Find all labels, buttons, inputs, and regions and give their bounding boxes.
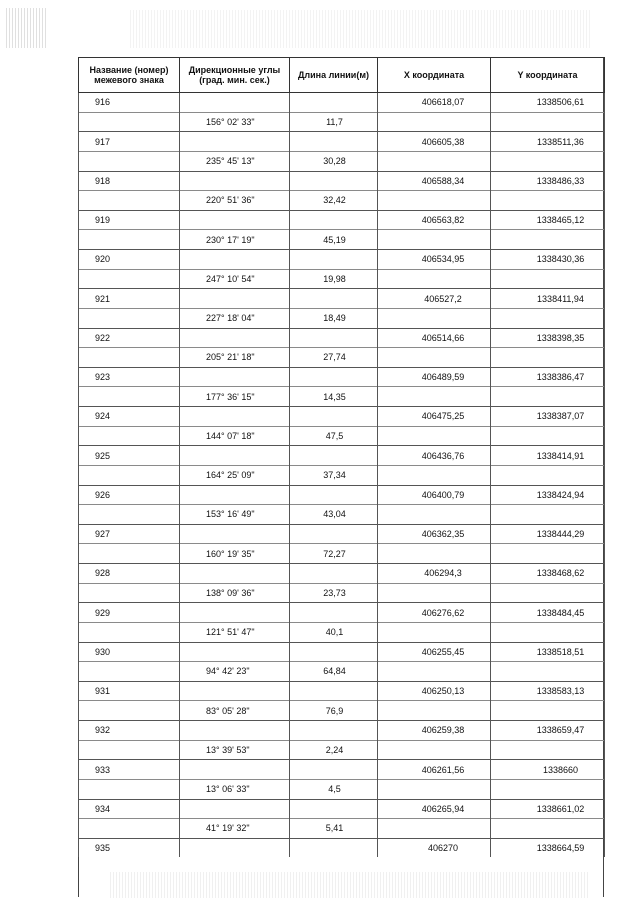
y-coordinate-cell xyxy=(491,662,605,682)
y-coordinate-cell: 1338398,35 xyxy=(491,328,605,348)
angle-cell: 156° 02' 33" xyxy=(180,112,290,132)
scan-noise-top xyxy=(130,10,590,48)
x-coordinate-cell xyxy=(378,505,491,525)
point-id-cell: 922 xyxy=(79,328,180,348)
point-row xyxy=(79,681,605,701)
segment-row xyxy=(79,269,605,289)
y-coordinate-cell: 1338387,07 xyxy=(491,407,605,427)
segment-row xyxy=(79,701,605,721)
length-cell: 18,49 xyxy=(290,308,378,328)
x-coordinate-cell xyxy=(378,465,491,485)
angle-cell xyxy=(180,328,290,348)
length-cell: 30,28 xyxy=(290,151,378,171)
point-row xyxy=(79,328,605,348)
x-coordinate-cell: 406294,3 xyxy=(378,564,491,584)
point-id-cell xyxy=(79,622,180,642)
x-coordinate-cell: 406261,56 xyxy=(378,760,491,780)
angle-cell xyxy=(180,838,290,857)
x-coordinate-cell: 406563,82 xyxy=(378,210,491,230)
x-coordinate-cell: 406514,66 xyxy=(378,328,491,348)
point-id-cell xyxy=(79,387,180,407)
angle-cell xyxy=(180,603,290,623)
point-id-cell: 923 xyxy=(79,367,180,387)
point-id-cell: 921 xyxy=(79,289,180,309)
point-id-cell: 934 xyxy=(79,799,180,819)
y-coordinate-cell: 1338518,51 xyxy=(491,642,605,662)
angle-cell: 227° 18' 04" xyxy=(180,308,290,328)
angle-cell: 144° 07' 18" xyxy=(180,426,290,446)
point-id-cell: 930 xyxy=(79,642,180,662)
y-coordinate-cell xyxy=(491,779,605,799)
point-id-cell xyxy=(79,465,180,485)
length-cell xyxy=(290,446,378,466)
angle-cell xyxy=(180,407,290,427)
x-coordinate-cell xyxy=(378,426,491,446)
point-row xyxy=(79,485,605,505)
y-coordinate-cell xyxy=(491,465,605,485)
angle-cell xyxy=(180,681,290,701)
angle-cell: 153° 16' 49" xyxy=(180,505,290,525)
y-coordinate-cell xyxy=(491,112,605,132)
segment-row xyxy=(79,544,605,564)
x-coordinate-cell: 406259,38 xyxy=(378,721,491,741)
y-coordinate-cell xyxy=(491,622,605,642)
angle-cell xyxy=(180,210,290,230)
point-row xyxy=(79,367,605,387)
point-id-cell: 935 xyxy=(79,838,180,857)
point-id-cell xyxy=(79,308,180,328)
x-coordinate-cell: 406362,35 xyxy=(378,524,491,544)
header-angles: Дирекционные углы (град. мин. сек.) xyxy=(180,58,290,93)
length-cell: 32,42 xyxy=(290,191,378,211)
length-cell xyxy=(290,407,378,427)
point-row xyxy=(79,799,605,819)
point-id-cell xyxy=(79,779,180,799)
angle-cell: 41° 19' 32" xyxy=(180,819,290,839)
angle-cell xyxy=(180,760,290,780)
angle-cell xyxy=(180,642,290,662)
length-cell: 47,5 xyxy=(290,426,378,446)
point-row xyxy=(79,524,605,544)
y-coordinate-cell: 1338468,62 xyxy=(491,564,605,584)
angle-cell xyxy=(180,485,290,505)
point-id-cell xyxy=(79,348,180,368)
angle-cell xyxy=(180,564,290,584)
x-coordinate-cell: 406270 xyxy=(378,838,491,857)
angle-cell: 230° 17' 19" xyxy=(180,230,290,250)
x-coordinate-cell xyxy=(378,151,491,171)
x-coordinate-cell xyxy=(378,348,491,368)
angle-cell xyxy=(180,524,290,544)
length-cell xyxy=(290,93,378,113)
angle-cell xyxy=(180,289,290,309)
y-coordinate-cell xyxy=(491,387,605,407)
point-id-cell xyxy=(79,583,180,603)
y-coordinate-cell: 1338659,47 xyxy=(491,721,605,741)
length-cell: 27,74 xyxy=(290,348,378,368)
angle-cell xyxy=(180,446,290,466)
length-cell xyxy=(290,838,378,857)
y-coordinate-cell: 1338386,47 xyxy=(491,367,605,387)
length-cell xyxy=(290,681,378,701)
segment-row xyxy=(79,779,605,799)
length-cell xyxy=(290,367,378,387)
length-cell xyxy=(290,760,378,780)
point-id-cell xyxy=(79,701,180,721)
length-cell: 23,73 xyxy=(290,583,378,603)
angle-cell: 205° 21' 18" xyxy=(180,348,290,368)
point-id-cell: 932 xyxy=(79,721,180,741)
point-row xyxy=(79,289,605,309)
point-row xyxy=(79,171,605,191)
x-coordinate-cell: 406276,62 xyxy=(378,603,491,623)
length-cell: 14,35 xyxy=(290,387,378,407)
y-coordinate-cell: 1338660 xyxy=(491,760,605,780)
length-cell xyxy=(290,721,378,741)
length-cell: 11,7 xyxy=(290,112,378,132)
point-row xyxy=(79,210,605,230)
point-id-cell: 925 xyxy=(79,446,180,466)
segment-row xyxy=(79,348,605,368)
x-coordinate-cell xyxy=(378,308,491,328)
angle-cell: 177° 36' 15" xyxy=(180,387,290,407)
length-cell xyxy=(290,210,378,230)
angle-cell: 160° 19' 35" xyxy=(180,544,290,564)
angle-cell: 13° 06' 33" xyxy=(180,779,290,799)
angle-cell: 83° 05' 28" xyxy=(180,701,290,721)
length-cell xyxy=(290,250,378,270)
x-coordinate-cell xyxy=(378,583,491,603)
length-cell xyxy=(290,603,378,623)
angle-cell: 164° 25' 09" xyxy=(180,465,290,485)
angle-cell xyxy=(180,367,290,387)
x-coordinate-cell xyxy=(378,269,491,289)
point-id-cell xyxy=(79,740,180,760)
y-coordinate-cell xyxy=(491,426,605,446)
y-coordinate-cell: 1338411,94 xyxy=(491,289,605,309)
x-coordinate-cell: 406618,07 xyxy=(378,93,491,113)
angle-cell: 235° 45' 13" xyxy=(180,151,290,171)
angle-cell xyxy=(180,93,290,113)
header-x: X координата xyxy=(378,58,491,93)
length-cell: 43,04 xyxy=(290,505,378,525)
angle-cell: 13° 39' 53" xyxy=(180,740,290,760)
segment-row xyxy=(79,230,605,250)
point-id-cell xyxy=(79,112,180,132)
point-id-cell: 918 xyxy=(79,171,180,191)
angle-cell: 121° 51' 47" xyxy=(180,622,290,642)
segment-row xyxy=(79,740,605,760)
y-coordinate-cell xyxy=(491,191,605,211)
y-coordinate-cell xyxy=(491,819,605,839)
table-body xyxy=(79,93,605,858)
x-coordinate-cell xyxy=(378,622,491,642)
point-row xyxy=(79,407,605,427)
angle-cell xyxy=(180,132,290,152)
segment-row xyxy=(79,465,605,485)
scan-noise-left xyxy=(6,8,46,48)
segment-row xyxy=(79,819,605,839)
angle-cell: 94° 42' 23" xyxy=(180,662,290,682)
x-coordinate-cell: 406527,2 xyxy=(378,289,491,309)
point-row xyxy=(79,721,605,741)
length-cell: 76,9 xyxy=(290,701,378,721)
x-coordinate-cell: 406475,25 xyxy=(378,407,491,427)
segment-row xyxy=(79,622,605,642)
length-cell: 40,1 xyxy=(290,622,378,642)
angle-cell: 247° 10' 54" xyxy=(180,269,290,289)
header-length: Длина линии(м) xyxy=(290,58,378,93)
header-row xyxy=(79,58,605,93)
point-id-cell xyxy=(79,505,180,525)
length-cell xyxy=(290,564,378,584)
boundary-coordinates-table xyxy=(78,57,605,857)
x-coordinate-cell xyxy=(378,819,491,839)
length-cell: 5,41 xyxy=(290,819,378,839)
point-id-cell: 917 xyxy=(79,132,180,152)
y-coordinate-cell: 1338430,36 xyxy=(491,250,605,270)
header-name: Название (номер) межевого знака xyxy=(79,58,180,93)
point-id-cell: 929 xyxy=(79,603,180,623)
point-id-cell xyxy=(79,151,180,171)
point-row xyxy=(79,250,605,270)
x-coordinate-cell xyxy=(378,191,491,211)
header-y: Y координата xyxy=(491,58,605,93)
length-cell: 37,34 xyxy=(290,465,378,485)
y-coordinate-cell xyxy=(491,740,605,760)
angle-cell xyxy=(180,721,290,741)
x-coordinate-cell xyxy=(378,779,491,799)
point-row xyxy=(79,642,605,662)
y-coordinate-cell xyxy=(491,348,605,368)
point-row xyxy=(79,838,605,857)
length-cell: 72,27 xyxy=(290,544,378,564)
y-coordinate-cell: 1338424,94 xyxy=(491,485,605,505)
length-cell xyxy=(290,132,378,152)
angle-cell: 220° 51' 36" xyxy=(180,191,290,211)
length-cell xyxy=(290,289,378,309)
y-coordinate-cell xyxy=(491,151,605,171)
length-cell: 19,98 xyxy=(290,269,378,289)
segment-row xyxy=(79,151,605,171)
length-cell xyxy=(290,799,378,819)
point-id-cell xyxy=(79,544,180,564)
x-coordinate-cell xyxy=(378,740,491,760)
y-coordinate-cell: 1338444,29 xyxy=(491,524,605,544)
point-id-cell: 919 xyxy=(79,210,180,230)
point-id-cell: 916 xyxy=(79,93,180,113)
length-cell xyxy=(290,171,378,191)
x-coordinate-cell: 406250,13 xyxy=(378,681,491,701)
point-row xyxy=(79,603,605,623)
angle-cell: 138° 09' 36" xyxy=(180,583,290,603)
angle-cell xyxy=(180,171,290,191)
point-row xyxy=(79,132,605,152)
point-id-cell: 920 xyxy=(79,250,180,270)
y-coordinate-cell: 1338661,02 xyxy=(491,799,605,819)
y-coordinate-cell: 1338465,12 xyxy=(491,210,605,230)
length-cell: 4,5 xyxy=(290,779,378,799)
y-coordinate-cell: 1338486,33 xyxy=(491,171,605,191)
x-coordinate-cell: 406400,79 xyxy=(378,485,491,505)
length-cell xyxy=(290,642,378,662)
point-id-cell: 926 xyxy=(79,485,180,505)
x-coordinate-cell: 406588,34 xyxy=(378,171,491,191)
x-coordinate-cell: 406436,76 xyxy=(378,446,491,466)
y-coordinate-cell: 1338664,59 xyxy=(491,838,605,857)
angle-cell xyxy=(180,799,290,819)
length-cell: 2,24 xyxy=(290,740,378,760)
y-coordinate-cell xyxy=(491,701,605,721)
segment-row xyxy=(79,387,605,407)
segment-row xyxy=(79,583,605,603)
y-coordinate-cell xyxy=(491,230,605,250)
segment-row xyxy=(79,505,605,525)
length-cell: 64,84 xyxy=(290,662,378,682)
x-coordinate-cell: 406255,45 xyxy=(378,642,491,662)
y-coordinate-cell: 1338506,61 xyxy=(491,93,605,113)
y-coordinate-cell xyxy=(491,505,605,525)
y-coordinate-cell xyxy=(491,308,605,328)
x-coordinate-cell xyxy=(378,387,491,407)
segment-row xyxy=(79,426,605,446)
point-id-cell: 924 xyxy=(79,407,180,427)
point-row xyxy=(79,446,605,466)
point-row xyxy=(79,564,605,584)
y-coordinate-cell: 1338583,13 xyxy=(491,681,605,701)
x-coordinate-cell: 406265,94 xyxy=(378,799,491,819)
point-id-cell: 927 xyxy=(79,524,180,544)
segment-row xyxy=(79,662,605,682)
y-coordinate-cell xyxy=(491,544,605,564)
point-row xyxy=(79,760,605,780)
scan-noise-bottom xyxy=(110,872,590,898)
point-id-cell: 933 xyxy=(79,760,180,780)
length-cell: 45,19 xyxy=(290,230,378,250)
y-coordinate-cell xyxy=(491,583,605,603)
point-id-cell xyxy=(79,662,180,682)
x-coordinate-cell xyxy=(378,662,491,682)
segment-row xyxy=(79,112,605,132)
length-cell xyxy=(290,328,378,348)
point-id-cell: 931 xyxy=(79,681,180,701)
segment-row xyxy=(79,191,605,211)
point-id-cell xyxy=(79,269,180,289)
x-coordinate-cell: 406605,38 xyxy=(378,132,491,152)
angle-cell xyxy=(180,250,290,270)
length-cell xyxy=(290,524,378,544)
y-coordinate-cell: 1338511,36 xyxy=(491,132,605,152)
length-cell xyxy=(290,485,378,505)
point-id-cell xyxy=(79,426,180,446)
x-coordinate-cell: 406534,95 xyxy=(378,250,491,270)
x-coordinate-cell xyxy=(378,701,491,721)
point-id-cell xyxy=(79,819,180,839)
y-coordinate-cell xyxy=(491,269,605,289)
segment-row xyxy=(79,308,605,328)
x-coordinate-cell xyxy=(378,544,491,564)
x-coordinate-cell xyxy=(378,112,491,132)
point-id-cell: 928 xyxy=(79,564,180,584)
y-coordinate-cell: 1338414,91 xyxy=(491,446,605,466)
y-coordinate-cell: 1338484,45 xyxy=(491,603,605,623)
x-coordinate-cell: 406489,59 xyxy=(378,367,491,387)
point-row xyxy=(79,93,605,113)
point-id-cell xyxy=(79,230,180,250)
point-id-cell xyxy=(79,191,180,211)
x-coordinate-cell xyxy=(378,230,491,250)
